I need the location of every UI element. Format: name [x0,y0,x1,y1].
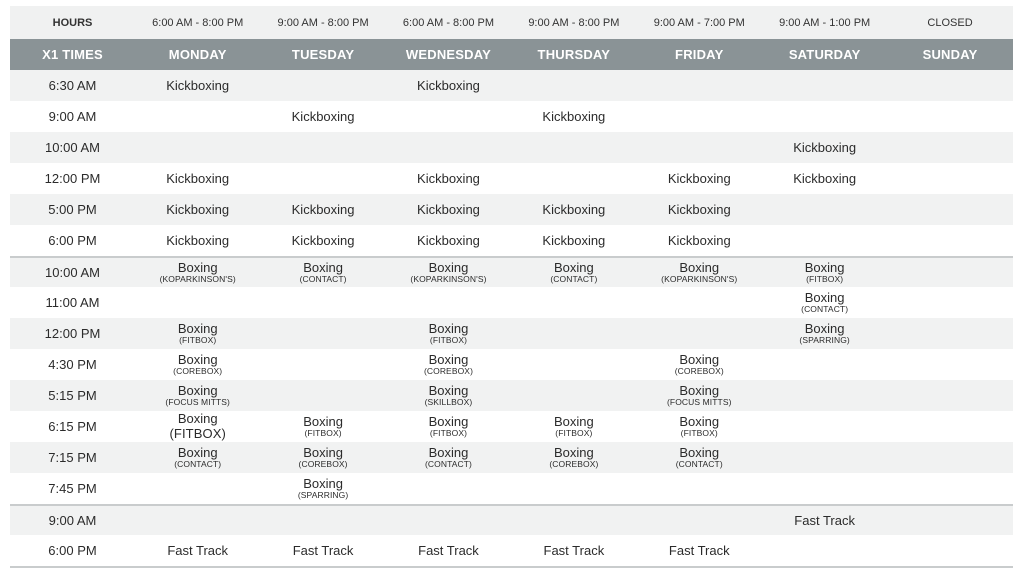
table-bottom-rule [10,566,1013,568]
class-cell [260,261,385,285]
class-name: Fast Track [543,542,605,558]
class-cell [260,415,385,439]
class-name: Boxing [553,259,594,275]
class-type: (COREBOX) [423,366,474,377]
class-name: Fast Track [418,542,479,558]
hours-monday: 6:00 AM - 8:00 PM [152,16,244,29]
day-header-friday: FRIDAY [675,47,724,62]
table-row [10,256,1013,287]
class-name: Boxing [177,320,218,336]
class-cell [637,172,762,186]
class-type: (CONTACT) [174,459,222,470]
class-cell [511,446,636,470]
class-type: (COREBOX) [549,459,599,470]
class-cell [386,172,511,186]
class-name: Kickboxing [417,201,480,217]
class-cell [762,141,887,155]
class-name: Boxing [428,259,469,275]
class-type: (CONTACT) [801,304,849,315]
class-name: Boxing [804,320,845,336]
class-cell [135,446,260,470]
class-name: Boxing [679,444,720,460]
table-row [10,194,1013,225]
class-type: (KOPARKINSON'S) [410,274,487,285]
class-name: Boxing [428,382,469,398]
time-cell: 11:00 AM [45,295,100,310]
class-name: Kickboxing [166,170,230,186]
time-cell: 6:00 PM [48,543,97,558]
class-type: (FITBOX) [304,428,342,439]
day-header-sunday: SUNDAY [922,47,978,62]
time-cell: 6:15 PM [48,419,97,434]
class-cell [511,110,636,124]
class-name: Boxing [177,411,218,427]
class-cell [386,261,511,285]
time-cell: 5:15 PM [48,388,97,403]
class-cell [135,322,260,346]
table-row [10,473,1013,504]
table-row [10,318,1013,349]
class-name: Boxing [553,444,594,460]
class-name: Kickboxing [417,232,480,248]
class-cell [386,322,511,346]
time-cell: 6:30 AM [48,78,97,93]
class-cell [762,261,887,285]
day-header-thursday: THURSDAY [537,47,611,62]
class-name: Boxing [804,259,845,275]
class-name: Boxing [177,382,218,398]
time-cell: 9:00 AM [48,109,97,124]
class-type: (CONTACT) [299,274,347,285]
class-name: Boxing [804,289,845,305]
day-header-tuesday: TUESDAY [291,47,355,62]
class-type: (COREBOX) [674,366,724,377]
class-name: Fast Track [668,542,730,558]
class-type: (FITBOX) [169,426,226,441]
class-cell [386,353,511,377]
class-type: (FOCUS MITTS) [165,397,230,408]
time-cell: 6:00 PM [48,233,97,248]
class-name: Fast Track [794,512,855,528]
class-name: Boxing [177,351,218,367]
class-cell [762,322,887,346]
class-name: Boxing [553,413,594,429]
day-header-monday: MONDAY [168,47,227,62]
time-cell: 12:00 PM [44,171,101,186]
class-name: Kickboxing [166,77,230,93]
class-name: Boxing [303,444,343,460]
class-name: Kickboxing [793,170,857,186]
hours-wednesday: 6:00 AM - 8:00 PM [402,16,495,29]
class-name: Boxing [177,444,218,460]
class-cell [637,353,762,377]
class-name: Kickboxing [793,139,857,155]
table-row [10,225,1013,256]
class-cell [637,544,762,558]
day-header-wednesday: WEDNESDAY [405,47,492,62]
class-name: Boxing [428,444,469,460]
class-cell [386,234,511,248]
hours-friday: 9:00 AM - 7:00 PM [653,16,745,29]
class-type: (FITBOX) [555,428,593,439]
times-column-header: X1 TIMES [42,47,103,62]
class-name: Boxing [428,351,469,367]
class-name: Kickboxing [542,232,606,248]
class-cell [637,384,762,408]
table-row [10,349,1013,380]
class-name: Kickboxing [291,232,355,248]
class-type: (KOPARKINSON'S) [661,274,738,285]
schedule-table [10,6,1013,568]
class-name: Kickboxing [667,170,731,186]
class-type: (CONTACT) [675,459,723,470]
class-cell [637,234,762,248]
class-type: (FITBOX) [806,274,844,285]
class-cell [511,415,636,439]
class-cell [135,172,260,186]
class-name: Kickboxing [166,201,230,217]
class-type: (FITBOX) [179,335,217,346]
table-row [10,163,1013,194]
class-cell [511,234,636,248]
time-cell: 10:00 AM [45,140,100,155]
class-name: Boxing [428,320,469,336]
class-name: Kickboxing [542,108,606,124]
class-name: Kickboxing [417,170,480,186]
hours-row [10,6,1013,39]
class-name: Boxing [428,413,469,429]
class-type: (FOCUS MITTS) [666,397,732,408]
class-type: (SPARRING) [297,490,349,501]
time-cell: 12:00 PM [44,326,101,341]
class-name: Boxing [177,259,218,275]
class-type: (KOPARKINSON'S) [159,274,236,285]
class-type: (CONTACT) [424,459,472,470]
class-cell [762,291,887,315]
time-cell: 9:00 AM [48,513,97,528]
class-cell [386,415,511,439]
class-cell [637,203,762,217]
time-cell: 10:00 AM [45,265,100,280]
class-cell [386,79,511,93]
class-name: Kickboxing [667,201,731,217]
class-name: Kickboxing [291,108,355,124]
class-cell [762,514,887,528]
table-row [10,411,1013,442]
class-cell [511,544,636,558]
class-cell [637,446,762,470]
table-row [10,442,1013,473]
class-cell [260,477,385,501]
class-type: (FITBOX) [680,428,718,439]
class-cell [135,412,260,440]
class-cell [135,384,260,408]
class-cell [135,261,260,285]
class-cell [511,261,636,285]
time-cell: 7:45 PM [48,481,97,496]
schedule-body [10,70,1013,566]
class-cell [135,353,260,377]
class-cell [386,384,511,408]
class-name: Kickboxing [542,201,606,217]
class-cell [762,172,887,186]
class-cell [135,234,260,248]
class-cell [386,446,511,470]
class-cell [260,203,385,217]
time-cell: 7:15 PM [48,450,97,465]
hours-label: HOURS [52,16,93,29]
class-cell [386,544,511,558]
class-name: Boxing [679,351,720,367]
hours-saturday: 9:00 AM - 1:00 PM [779,16,871,29]
class-name: Fast Track [292,542,354,558]
class-cell [260,446,385,470]
class-type: (FITBOX) [429,428,468,439]
class-type: (COREBOX) [173,366,223,377]
class-cell [637,415,762,439]
class-type: (SKILLBOX) [424,397,473,408]
class-cell [260,544,385,558]
hours-sunday: CLOSED [927,16,973,29]
class-name: Kickboxing [291,201,355,217]
time-cell: 4:30 PM [48,357,97,372]
header-row [10,39,1013,70]
class-cell [260,234,385,248]
day-header-saturday: SATURDAY [788,47,861,62]
table-row [10,132,1013,163]
class-type: (COREBOX) [298,459,348,470]
table-row [10,70,1013,101]
class-cell [511,203,636,217]
hours-tuesday: 9:00 AM - 8:00 PM [277,16,369,29]
class-cell [135,544,260,558]
class-type: (FITBOX) [429,335,468,346]
class-cell [135,203,260,217]
table-row [10,380,1013,411]
time-cell: 5:00 PM [48,202,97,217]
class-cell [386,203,511,217]
class-cell [637,261,762,285]
class-type: (CONTACT) [550,274,598,285]
table-row [10,535,1013,566]
class-name: Kickboxing [667,232,731,248]
class-name: Boxing [679,413,720,429]
class-name: Boxing [303,259,343,275]
table-row [10,101,1013,132]
class-name: Fast Track [167,542,229,558]
class-name: Boxing [303,475,343,491]
hours-thursday: 9:00 AM - 8:00 PM [528,16,620,29]
class-name: Kickboxing [417,77,480,93]
table-row [10,504,1013,535]
class-type: (SPARRING) [799,335,850,346]
class-name: Boxing [303,413,343,429]
class-cell [135,79,260,93]
class-name: Boxing [679,382,720,398]
table-row [10,287,1013,318]
class-cell [260,110,385,124]
class-name: Kickboxing [166,232,230,248]
class-name: Boxing [679,259,720,275]
